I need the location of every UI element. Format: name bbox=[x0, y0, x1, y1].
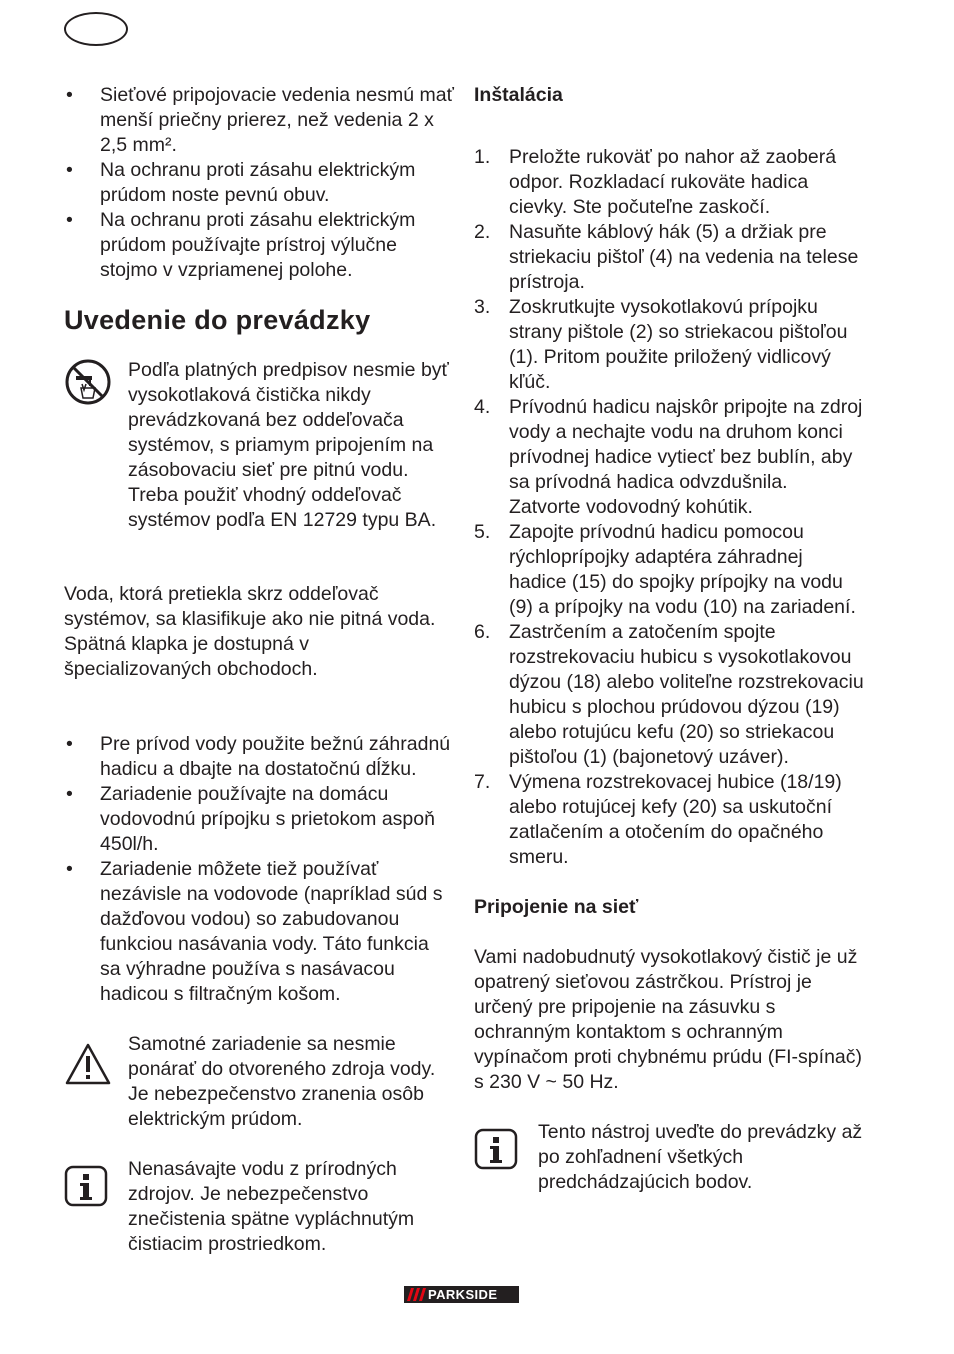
step-text: Zoskrutkujte vysokotlakovú prípojku strany pištole (2) so striekacou pištoľou (1). Pritom použite priložený vidlicový kľúč. bbox=[509, 296, 848, 393]
bullet-text: Na ochranu proti zásahu elektrickým prúdom noste pevnú obuv. bbox=[100, 159, 416, 206]
list-item bbox=[474, 620, 864, 770]
list-item: • Sieťové pripojovacie vedenia nesmú mať menší priečny prierez, než vedenia 2 x 2,5 mm². bbox=[66, 84, 454, 156]
installation-heading: Inštalácia bbox=[474, 84, 563, 106]
list-item: • Zariadenie môžete tiež používať nezávisle na vodovode (napríklad súd s dažďovou vodou) so zabudovanou funkciou nasávania vody. Táto funkcia sa výhradne používa s nasávacou hadicou s filtračným košom. bbox=[66, 858, 443, 1005]
step-number: 7. bbox=[474, 771, 491, 793]
list-item bbox=[474, 520, 864, 620]
list-item bbox=[474, 770, 864, 870]
warning-icon bbox=[64, 1042, 112, 1093]
step-text: Zapojte prívodnú hadicu pomocou rýchloprípojky adaptéra záhradnej hadice (15) do spojky prípojky na vodu (9) a prípojky na vodu (10) na zariadení. bbox=[509, 521, 856, 618]
list-item bbox=[474, 395, 864, 520]
bullet-text: Zariadenie môžete tiež používať nezávisle na vodovode (napríklad súd s dažďovou vodou) so zabudovanou funkciou nasávania vody. Táto funkcia sa výhradne používa s nasávacou hadicou s filtračným košom. bbox=[100, 858, 443, 1005]
mains-heading: Pripojenie na sieť bbox=[474, 896, 639, 918]
parkside-logo bbox=[404, 1286, 519, 1303]
info-icon bbox=[474, 1128, 518, 1177]
safety-bullet-list bbox=[64, 83, 454, 283]
step-number: 1. bbox=[474, 146, 491, 168]
bullet-text: Sieťové pripojovacie vedenia nesmú mať menší priečny prierez, než vedenia 2 x 2,5 mm². bbox=[100, 84, 454, 156]
water-paragraph: Voda, ktorá pretiekla skrz oddeľovač systémov, sa klasifikuje ako nie pitná voda. Spätná klapka je dostupná v špecializovaných obchodoch. bbox=[64, 583, 436, 680]
logo-stripes-icon bbox=[407, 1288, 427, 1301]
language-badge bbox=[64, 12, 128, 46]
info-notice bbox=[474, 1120, 864, 1195]
step-number: 4. bbox=[474, 396, 491, 418]
list-item bbox=[474, 295, 864, 395]
info-text: Tento nástroj uveďte do prevádzky až po zohľadnení všetkých predchádzajúcich bodov. bbox=[538, 1121, 863, 1193]
step-text: Zastrčením a zatočením spojte rozstrekovaciu hubicu s vysokotlakovou dýzou (18) alebo voliteľne rozstrekovaciu hubicu s plochou prúdovou dýzou (19) alebo rotujúcu kefu (20) so striekacou pištoľou (1) (bajonetový uzáver). bbox=[509, 621, 864, 768]
list-item: • Na ochranu proti zásahu elektrickým prúdom noste pevnú obuv. bbox=[66, 159, 416, 206]
step-number: 5. bbox=[474, 521, 491, 543]
list-item: • Na ochranu proti zásahu elektrickým prúdom používajte prístroj výlučne stojmo v vzpriamenej polohe. bbox=[66, 209, 416, 281]
no-drinking-water-notice bbox=[64, 358, 454, 533]
bullet-text: Na ochranu proti zásahu elektrickým prúdom používajte prístroj výlučne stojmo v vzpriamenej polohe. bbox=[100, 209, 416, 281]
warning-text: Samotné zariadenie sa nesmie ponárať do otvoreného zdroja vody. Je nebezpečenstvo zranenia osôb elektrickým prúdom. bbox=[128, 1033, 436, 1130]
right-column bbox=[474, 83, 864, 1195]
info-notice bbox=[64, 1157, 454, 1257]
water-supply-bullet-list bbox=[64, 732, 454, 1007]
step-text: Preložte rukoväť po nahor až zaoberá odpor. Rozkladací rukoväte hadica cievky. Ste počuteľne zaskočí. bbox=[509, 146, 837, 218]
list-item: • Zariadenie používajte na domácu vodovodnú prípojku s prietokom aspoň 450l/h. bbox=[66, 783, 435, 855]
bullet-text: Pre prívod vody použite bežnú záhradnú hadicu a dbajte na dostatočnú dĺžku. bbox=[100, 733, 451, 780]
step-text: Prívodnú hadicu najskôr pripojte na zdroj vody a nechajte vodu na druhom konci prívodnej hadice vytiecť bez bublín, aby sa prívodná hadica odvzdušnila. Zatvorte vodovodný kohútik. bbox=[509, 396, 863, 518]
brand-name: PARKSIDE bbox=[428, 1287, 498, 1302]
info-icon bbox=[64, 1165, 108, 1214]
bullet-text: Zariadenie používajte na domácu vodovodnú prípojku s prietokom aspoň 450l/h. bbox=[100, 783, 435, 855]
left-column bbox=[64, 83, 454, 1257]
list-item bbox=[474, 145, 864, 220]
mains-text: Vami nadobudnutý vysokotlakový čistič je už opatrený sieťovou zástrčkou. Prístroj je určený pre pripojenie na zásuvku s ochranným kontaktom s ochranným vypínačom proti chybnému prúdu (FI-spínač) s 230 V ~ 50 Hz. bbox=[474, 946, 863, 1093]
step-number: 6. bbox=[474, 621, 491, 643]
warning-notice bbox=[64, 1032, 454, 1132]
no-drinking-water-icon bbox=[64, 358, 112, 413]
step-text: Nasuňte káblový hák (5) a držiak pre striekaciu pištoľ (4) na vedenia na telese prístroja. bbox=[509, 221, 859, 293]
step-number: 2. bbox=[474, 221, 491, 243]
info-text: Nenasávajte vodu z prírodných zdrojov. Je nebezpečenstvo znečistenia spätne vypláchnutým čistiacim prostriedkom. bbox=[128, 1158, 415, 1255]
list-item bbox=[474, 220, 864, 295]
installation-steps bbox=[474, 145, 864, 870]
step-text: Výmena rozstrekovacej hubice (18/19) alebo rotujúcej kefy (20) sa uskutoční zatlačením a otočením do opačného smeru. bbox=[509, 771, 842, 868]
list-item: • Pre prívod vody použite bežnú záhradnú hadicu a dbajte na dostatočnú dĺžku. bbox=[66, 733, 451, 780]
section-title: Uvedenie do prevádzky bbox=[64, 305, 371, 335]
notice-text: Podľa platných predpisov nesmie byť vysokotlaková čistička nikdy prevádzkovaná bez oddeľovača systémov, s priamym pripojením na zásobovaciu sieť pre pitnú vodu. Treba použiť vhodný oddeľovač systémov podľa EN 12729 typu BA. bbox=[128, 359, 449, 531]
step-number: 3. bbox=[474, 296, 491, 318]
